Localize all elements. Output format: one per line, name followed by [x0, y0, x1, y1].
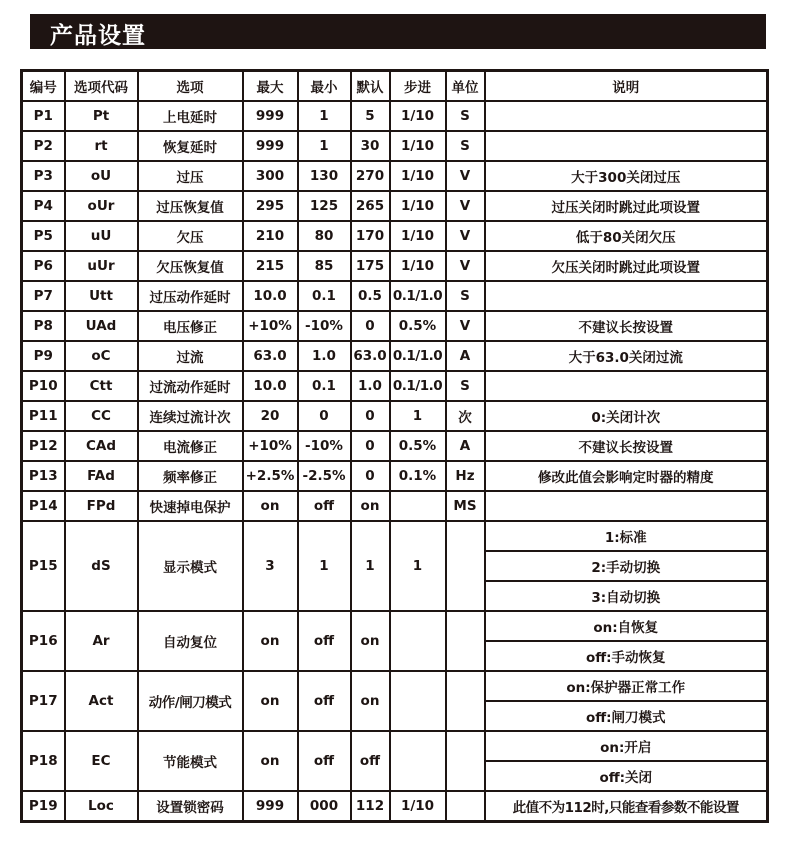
cell-name: 上电延时: [138, 101, 243, 131]
cell-default: 63.0: [351, 341, 390, 371]
cell-name: 自动复位: [138, 611, 243, 671]
cell-unit: A: [446, 341, 485, 371]
header-max: 最大: [243, 71, 298, 102]
cell-id: P4: [22, 191, 65, 221]
cell-step: 0.1/1.0: [390, 281, 446, 311]
cell-default: 112: [351, 791, 390, 822]
cell-name: 设置锁密码: [138, 791, 243, 822]
header-min: 最小: [298, 71, 351, 102]
cell-code: Ar: [65, 611, 138, 671]
cell-step: 0.5%: [390, 431, 446, 461]
cell-step: 0.1%: [390, 461, 446, 491]
cell-min: off: [298, 611, 351, 671]
cell-default: 0.5: [351, 281, 390, 311]
cell-description: [485, 101, 768, 131]
cell-min: 85: [298, 251, 351, 281]
cell-code: oC: [65, 341, 138, 371]
cell-unit: [446, 731, 485, 791]
cell-name: 恢复延时: [138, 131, 243, 161]
cell-id: P2: [22, 131, 65, 161]
cell-default: 0: [351, 401, 390, 431]
cell-name: 电压修正: [138, 311, 243, 341]
cell-code: Loc: [65, 791, 138, 822]
cell-step: 1/10: [390, 221, 446, 251]
table-row: [22, 341, 768, 371]
header-unit: 单位: [446, 71, 485, 102]
cell-unit: V: [446, 311, 485, 341]
cell-id: P8: [22, 311, 65, 341]
cell-code: rt: [65, 131, 138, 161]
cell-id: P11: [22, 401, 65, 431]
cell-max: 210: [243, 221, 298, 251]
cell-description: off:闸刀模式: [485, 701, 768, 731]
cell-step: [390, 611, 446, 671]
cell-code: CC: [65, 401, 138, 431]
cell-default: 175: [351, 251, 390, 281]
cell-default: 1.0: [351, 371, 390, 401]
cell-id: P6: [22, 251, 65, 281]
cell-name: 显示模式: [138, 521, 243, 611]
cell-min: 1: [298, 521, 351, 611]
cell-max: +10%: [243, 311, 298, 341]
cell-default: off: [351, 731, 390, 791]
cell-description: on:开启: [485, 731, 768, 761]
cell-code: FAd: [65, 461, 138, 491]
cell-id: P10: [22, 371, 65, 401]
cell-code: uU: [65, 221, 138, 251]
cell-step: 1/10: [390, 101, 446, 131]
cell-max: 295: [243, 191, 298, 221]
cell-description: 1:标准: [485, 521, 768, 551]
cell-unit: S: [446, 131, 485, 161]
cell-step: 1/10: [390, 791, 446, 822]
cell-code: uUr: [65, 251, 138, 281]
cell-step: 1/10: [390, 161, 446, 191]
cell-min: 80: [298, 221, 351, 251]
cell-name: 快速掉电保护: [138, 491, 243, 521]
cell-code: CAd: [65, 431, 138, 461]
cell-min: off: [298, 731, 351, 791]
cell-max: 10.0: [243, 281, 298, 311]
cell-id: P18: [22, 731, 65, 791]
cell-max: +2.5%: [243, 461, 298, 491]
cell-description: [485, 131, 768, 161]
cell-unit: 次: [446, 401, 485, 431]
cell-description: 不建议长按设置: [485, 431, 768, 461]
table-row: [22, 791, 768, 822]
table-row: [22, 251, 768, 281]
cell-min: 130: [298, 161, 351, 191]
cell-max: 10.0: [243, 371, 298, 401]
cell-description: 3:自动切换: [485, 581, 768, 611]
table-row: [22, 311, 768, 341]
table-row: [22, 611, 768, 641]
cell-name: 连续过流计次: [138, 401, 243, 431]
cell-id: P9: [22, 341, 65, 371]
cell-description: off:手动恢复: [485, 641, 768, 671]
cell-name: 过压恢复值: [138, 191, 243, 221]
cell-name: 节能模式: [138, 731, 243, 791]
table-row: [22, 731, 768, 761]
cell-min: 1: [298, 101, 351, 131]
header-step: 步进: [390, 71, 446, 102]
cell-min: -10%: [298, 431, 351, 461]
cell-max: on: [243, 731, 298, 791]
cell-step: 0.5%: [390, 311, 446, 341]
cell-min: 0.1: [298, 371, 351, 401]
table-row: [22, 281, 768, 311]
cell-id: P16: [22, 611, 65, 671]
cell-id: P19: [22, 791, 65, 822]
cell-code: dS: [65, 521, 138, 611]
cell-max: 20: [243, 401, 298, 431]
cell-name: 过流动作延时: [138, 371, 243, 401]
cell-max: +10%: [243, 431, 298, 461]
cell-min: -2.5%: [298, 461, 351, 491]
cell-step: [390, 491, 446, 521]
cell-max: 300: [243, 161, 298, 191]
cell-unit: V: [446, 251, 485, 281]
table-row: [22, 101, 768, 131]
cell-description: [485, 491, 768, 521]
cell-step: [390, 731, 446, 791]
cell-default: 0: [351, 431, 390, 461]
cell-step: 1/10: [390, 191, 446, 221]
cell-description: 低于80关闭欠压: [485, 221, 768, 251]
cell-unit: A: [446, 431, 485, 461]
cell-min: 1.0: [298, 341, 351, 371]
cell-description: 过压关闭时跳过此项设置: [485, 191, 768, 221]
cell-description: off:关闭: [485, 761, 768, 791]
cell-min: 0.1: [298, 281, 351, 311]
cell-max: 215: [243, 251, 298, 281]
cell-unit: V: [446, 191, 485, 221]
cell-unit: [446, 611, 485, 671]
cell-description: 欠压关闭时跳过此项设置: [485, 251, 768, 281]
cell-step: [390, 671, 446, 731]
cell-default: 30: [351, 131, 390, 161]
cell-unit: S: [446, 371, 485, 401]
cell-min: -10%: [298, 311, 351, 341]
cell-name: 过压动作延时: [138, 281, 243, 311]
table-row: [22, 371, 768, 401]
table-row: [22, 161, 768, 191]
cell-description: 大于300关闭过压: [485, 161, 768, 191]
cell-code: Utt: [65, 281, 138, 311]
cell-unit: V: [446, 161, 485, 191]
cell-min: 1: [298, 131, 351, 161]
cell-max: 999: [243, 131, 298, 161]
cell-min: off: [298, 491, 351, 521]
cell-step: 0.1/1.0: [390, 371, 446, 401]
cell-max: on: [243, 491, 298, 521]
table-row: [22, 671, 768, 701]
cell-code: Pt: [65, 101, 138, 131]
cell-id: P1: [22, 101, 65, 131]
cell-min: 125: [298, 191, 351, 221]
cell-description: on:保护器正常工作: [485, 671, 768, 701]
cell-description: 2:手动切换: [485, 551, 768, 581]
cell-min: 0: [298, 401, 351, 431]
cell-id: P7: [22, 281, 65, 311]
cell-description: on:自恢复: [485, 611, 768, 641]
table-header-row: [22, 71, 768, 102]
table-row: [22, 191, 768, 221]
cell-name: 欠压恢复值: [138, 251, 243, 281]
cell-default: 270: [351, 161, 390, 191]
cell-id: P5: [22, 221, 65, 251]
cell-description: 大于63.0关闭过流: [485, 341, 768, 371]
cell-step: 0.1/1.0: [390, 341, 446, 371]
header-name: 选项: [138, 71, 243, 102]
cell-description: 此值不为112时,只能查看参数不能设置: [485, 791, 768, 822]
header-default: 默认: [351, 71, 390, 102]
cell-description: [485, 371, 768, 401]
cell-description: 修改此值会影响定时器的精度: [485, 461, 768, 491]
cell-id: P17: [22, 671, 65, 731]
cell-unit: S: [446, 101, 485, 131]
cell-default: 170: [351, 221, 390, 251]
cell-step: 1/10: [390, 251, 446, 281]
cell-unit: [446, 521, 485, 611]
cell-max: on: [243, 671, 298, 731]
cell-unit: Hz: [446, 461, 485, 491]
cell-min: off: [298, 671, 351, 731]
cell-default: on: [351, 491, 390, 521]
cell-code: Act: [65, 671, 138, 731]
cell-name: 欠压: [138, 221, 243, 251]
table-row: [22, 221, 768, 251]
cell-code: UAd: [65, 311, 138, 341]
cell-name: 过压: [138, 161, 243, 191]
cell-name: 频率修正: [138, 461, 243, 491]
cell-max: on: [243, 611, 298, 671]
cell-name: 电流修正: [138, 431, 243, 461]
cell-code: FPd: [65, 491, 138, 521]
header-id: 编号: [22, 71, 65, 102]
table-row: [22, 131, 768, 161]
table-row: [22, 491, 768, 521]
table-row: [22, 431, 768, 461]
cell-code: oUr: [65, 191, 138, 221]
section-title-bar: [30, 14, 766, 49]
cell-code: EC: [65, 731, 138, 791]
cell-description: 不建议长按设置: [485, 311, 768, 341]
cell-step: 1: [390, 521, 446, 611]
cell-code: Ctt: [65, 371, 138, 401]
header-code: 选项代码: [65, 71, 138, 102]
cell-default: 0: [351, 461, 390, 491]
cell-id: P13: [22, 461, 65, 491]
cell-id: P12: [22, 431, 65, 461]
cell-step: 1/10: [390, 131, 446, 161]
section-title: 产品设置: [50, 23, 146, 49]
cell-description: [485, 281, 768, 311]
cell-max: 63.0: [243, 341, 298, 371]
cell-default: 1: [351, 521, 390, 611]
cell-step: 1: [390, 401, 446, 431]
cell-id: P14: [22, 491, 65, 521]
cell-unit: [446, 791, 485, 822]
cell-default: 0: [351, 311, 390, 341]
cell-id: P15: [22, 521, 65, 611]
cell-default: 5: [351, 101, 390, 131]
header-description: 说明: [485, 71, 768, 102]
cell-default: on: [351, 611, 390, 671]
cell-default: 265: [351, 191, 390, 221]
cell-unit: MS: [446, 491, 485, 521]
table-row: [22, 461, 768, 491]
cell-unit: [446, 671, 485, 731]
cell-unit: S: [446, 281, 485, 311]
cell-id: P3: [22, 161, 65, 191]
table-row: [22, 401, 768, 431]
product-settings-table: [20, 69, 769, 823]
cell-name: 动作/闸刀模式: [138, 671, 243, 731]
cell-max: 999: [243, 101, 298, 131]
cell-unit: V: [446, 221, 485, 251]
cell-default: on: [351, 671, 390, 731]
cell-max: 3: [243, 521, 298, 611]
cell-max: 999: [243, 791, 298, 822]
cell-name: 过流: [138, 341, 243, 371]
cell-min: 000: [298, 791, 351, 822]
cell-code: oU: [65, 161, 138, 191]
cell-description: 0:关闭计次: [485, 401, 768, 431]
table-row: [22, 521, 768, 551]
